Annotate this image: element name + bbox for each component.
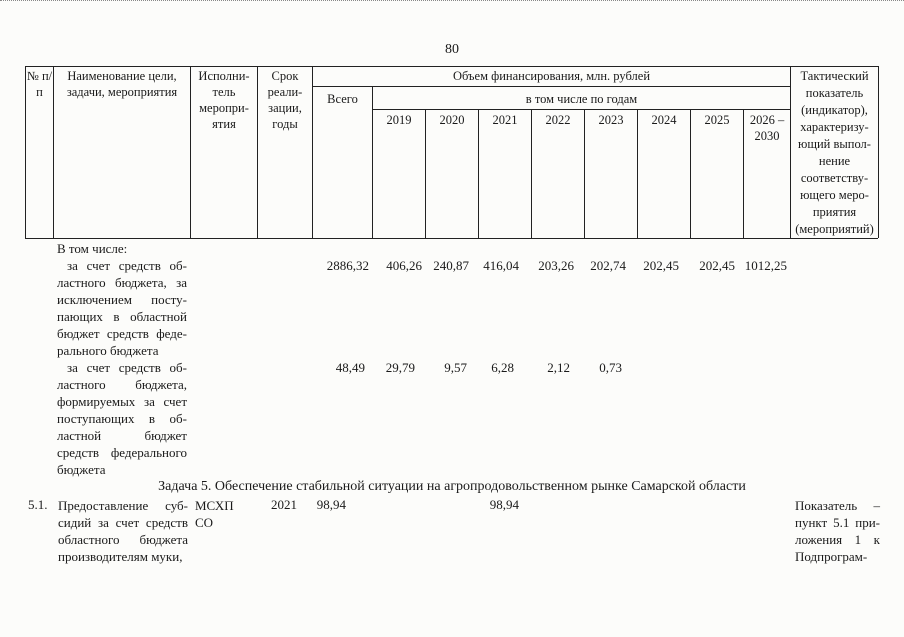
value-cell: 202,74 (590, 258, 626, 273)
row-label: за счет средств об-ластного бюджета, за исключением посту-пающих в областной бюджет средств феде-рального бюджета (57, 258, 187, 358)
page-number: 80 (445, 42, 459, 57)
header-indicator: Тактический показатель (индикатор), характеризу-ющий выпол-нение соответству-ющего меро-приятия (мероприятий) (795, 69, 874, 236)
task-heading: Задача 5. Обеспечение стабильной ситуации на агропродовольственном рынке Самарской области (158, 479, 746, 494)
header-year: 2026 – 2030 (749, 113, 785, 143)
item-indicator: Показатель – пункт 5.1 при-ложения 1 к Подпрограм- (795, 498, 880, 564)
value-cell: 1012,25 (744, 258, 787, 273)
header-funding: Объем финансирования, млн. рублей (452, 69, 651, 83)
value-cell: 202,45 (643, 258, 679, 273)
header-year: 2023 (598, 113, 624, 127)
header-num: № п/п (26, 69, 53, 99)
header-year: 2020 (439, 113, 465, 127)
row-label: В том числе: (57, 241, 128, 256)
value-cell: 29,79 (385, 360, 415, 375)
value-cell: 48,49 (335, 360, 365, 375)
header-year: 2022 (545, 113, 571, 127)
header-by-years: в том числе по годам (525, 92, 638, 106)
value-cell: 9,57 (444, 360, 467, 375)
header-year: 2024 (651, 113, 677, 127)
header-year: 2025 (704, 113, 730, 127)
value-cell: 240,87 (433, 258, 469, 273)
header-name: Наименование цели, задачи, мероприятия (66, 69, 178, 99)
item-2021: 98,94 (489, 497, 519, 512)
header-year: 2019 (386, 113, 412, 127)
item-total: 98,94 (316, 497, 346, 512)
value-cell: 202,45 (699, 258, 735, 273)
item-name: Предоставление суб-сидий за счет средств областного бюджета производителям муки, (58, 498, 188, 564)
value-cell: 0,73 (599, 360, 622, 375)
value-cell: 416,04 (483, 258, 519, 273)
item-term: 2021 (271, 497, 297, 512)
value-cell: 6,28 (491, 360, 514, 375)
value-cell: 203,26 (538, 258, 574, 273)
value-cell: 406,26 (386, 258, 422, 273)
header-year: 2021 (492, 113, 518, 127)
value-cell: 2886,32 (326, 258, 369, 273)
header-total: Всего (327, 92, 358, 106)
row-label: за счет средств об-ластного бюджета, формируемых за счет поступающих в об-ластной бюджет средств федерального бюджета (57, 360, 187, 477)
scan-edge (0, 0, 904, 7)
header-executor: Исполни-тель меропри-ятия (198, 69, 250, 131)
item-number: 5.1. (28, 497, 48, 512)
value-cell: 2,12 (547, 360, 570, 375)
header-term: Срок реали-зации, годы (267, 69, 303, 131)
item-executor: МСХП СО (195, 498, 234, 530)
